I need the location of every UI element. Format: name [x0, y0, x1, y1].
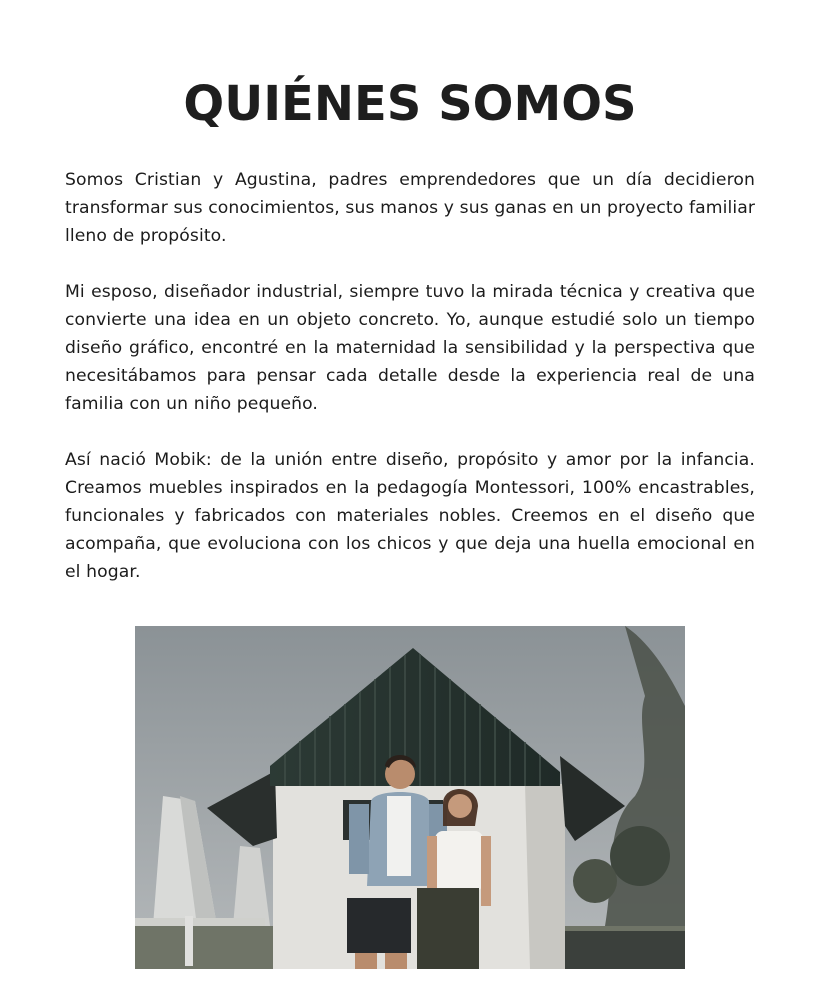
about-text [65, 166, 755, 614]
paragraph-background: Mi esposo, diseñador industrial, siempre tuvo la mirada técnica y creativa que convierte una idea en un objeto concreto. Yo, aunque estudié solo un tiempo diseño gráfico, encontré en la maternidad la sensibilidad y la perspectiva que necesitábamos para pensar cada detalle desde la experiencia real de una familia con un niño pequeño. [65, 282, 755, 414]
page-title: QUIÉNES SOMOS [183, 76, 637, 132]
paragraph-intro: Somos Cristian y Agustina, padres emprendedores que un día decidieron transformar sus conocimientos, sus manos y sus ganas en un proyecto familiar lleno de propósito. [65, 170, 755, 246]
couple-photo [135, 626, 685, 969]
paragraph-mobik: Así nació Mobik: de la unión entre diseño, propósito y amor por la infancia. Creamos muebles inspirados en la pedagogía Montessori, 100% encastrables, funcionales y fabricados con materiales nobles. Creemos en el diseño que acompaña, que evoluciona con los chicos y que deja una huella emocional en el hogar. [65, 450, 755, 582]
